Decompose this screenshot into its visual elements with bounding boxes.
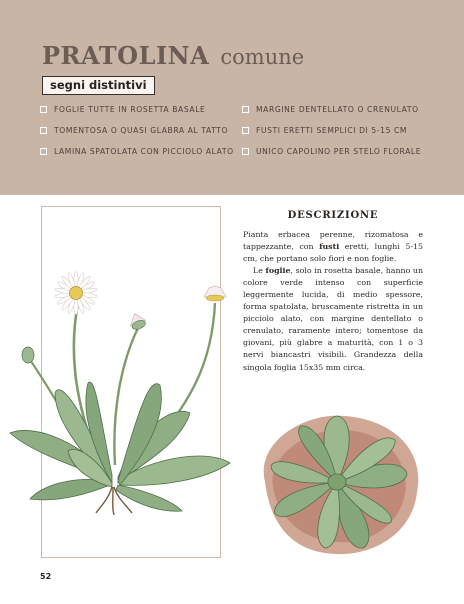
feature-text: MARGINE DENTELLATO O CRENULATO bbox=[256, 105, 419, 114]
feature-text: UNICO CAPOLINO PER STELO FLORALE bbox=[256, 147, 422, 156]
description-body bbox=[243, 229, 423, 374]
term-leaves: foglie bbox=[265, 266, 291, 276]
square-bullet-icon bbox=[242, 106, 249, 113]
feature-text: FUSTI ERETTI SEMPLICI DI 5-15 CM bbox=[256, 126, 408, 135]
page-title bbox=[42, 34, 304, 72]
leaf-rosette-illustration bbox=[245, 402, 430, 562]
feature-item bbox=[40, 146, 234, 167]
text-run: , solo in rosetta basale, hanno un colore verde intenso con superficie leggermente lucida, di medio spessore, forma spatolata, bruscamente ristretta in un picciolo alato, con margine dentellato o crenulato, raramente intero; tomentose da giovani, più glabre a maturità, con 1 o 3 nervi biancastri visibili. Grandezza della singola foglia 15x35 mm circa. bbox=[243, 266, 423, 372]
term-stems: fusti bbox=[319, 242, 340, 252]
feature-text: LAMINA SPATOLATA CON PICCIOLO ALATO bbox=[54, 147, 234, 156]
text-run: Pianta erbacea perenne, rizomatosa e tappezzante, con bbox=[243, 230, 423, 252]
features-right-list bbox=[242, 104, 421, 167]
distinctive-signs-tag: segni distintivi bbox=[42, 76, 155, 95]
feature-item bbox=[242, 125, 421, 146]
square-bullet-icon bbox=[40, 127, 47, 134]
feature-text: FOGLIE TUTTE IN ROSETTA BASALE bbox=[54, 105, 206, 114]
square-bullet-icon bbox=[40, 106, 47, 113]
text-run: Le bbox=[253, 266, 266, 276]
square-bullet-icon bbox=[242, 148, 249, 155]
features-left-list bbox=[40, 104, 234, 167]
text-run: eretti, lunghi 5-15 cm, che portano solo fiori e non foglie. bbox=[243, 242, 423, 264]
description-heading: DESCRIZIONE bbox=[287, 210, 379, 221]
feature-item bbox=[242, 104, 421, 125]
description-paragraph bbox=[243, 265, 423, 373]
square-bullet-icon bbox=[40, 148, 47, 155]
feature-item bbox=[242, 146, 421, 167]
square-bullet-icon bbox=[242, 127, 249, 134]
title-main: PRATOLINA bbox=[42, 41, 210, 70]
feature-item bbox=[40, 104, 234, 125]
feature-text: TOMENTOSA O QUASI GLABRA AL TATTO bbox=[54, 126, 229, 135]
feature-item bbox=[40, 125, 234, 146]
title-qualifier: comune bbox=[220, 45, 305, 69]
daisy-plant-illustration bbox=[0, 255, 250, 515]
description-paragraph bbox=[243, 229, 423, 265]
page-number: 52 bbox=[40, 572, 52, 581]
